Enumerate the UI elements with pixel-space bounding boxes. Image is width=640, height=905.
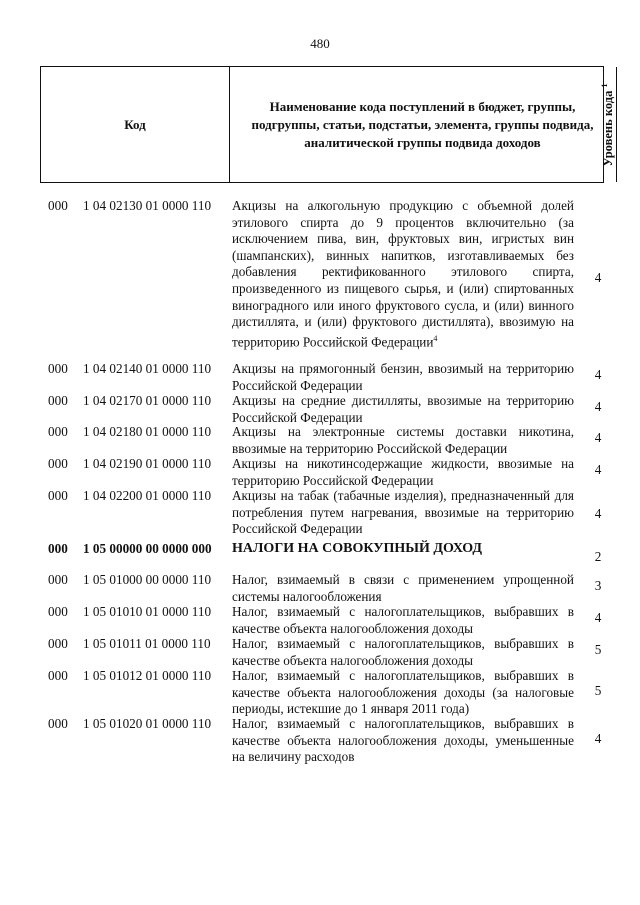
row-level: 4: [594, 610, 602, 625]
row-level: 4: [594, 367, 602, 382]
row-name: Акцизы на никотинсодержащие жидкости, ввозимые на территорию Российской Федерации: [232, 456, 574, 488]
row-level: 4: [594, 399, 602, 414]
row-code: 1 05 01011 01 0000 110: [83, 636, 211, 651]
row-code: 1 04 02130 01 0000 110: [83, 198, 212, 213]
row-admin: 000: [48, 456, 68, 471]
row-name: Налог, взимаемый с налогоплательщиков, выбравших в качестве объекта налогообложения доходы: [232, 636, 574, 668]
row-code: 1 04 02200 01 0000 110: [83, 488, 212, 503]
row-level: 4: [594, 462, 602, 477]
header-code: Код: [41, 67, 230, 182]
row-name: Акцизы на средние дистилляты, ввозимые на территорию Российской Федерации: [232, 393, 574, 425]
row-admin: 000: [48, 361, 68, 376]
row-admin: 000: [48, 604, 68, 619]
row-admin: 000: [48, 488, 68, 503]
header-level-label: Уровень кода: [600, 90, 615, 166]
row-code: 1 04 02170 01 0000 110: [83, 393, 212, 408]
row-code: 1 05 01010 01 0000 110: [83, 604, 212, 619]
row-name: Акцизы на табак (табачные изделия), предназначенный для потребления путем нагревания, ввозимые на территорию Российской Федерации: [232, 488, 574, 537]
table-header: [40, 66, 615, 183]
row-code: 1 05 01012 01 0000 110: [83, 668, 212, 683]
row-code: 1 05 00000 00 0000 000: [83, 541, 212, 556]
row-code: 1 05 01000 00 0000 110: [83, 572, 212, 587]
row-name: Акцизы на алкогольную продукцию с объемной долей этилового спирта до 9 процентов включительно (за исключением пива, вин, фруктовых вин, игристых вин (шампанских), винных напитков, изготавливаемых без добавления ректификованного этилового спирта, произведенного из пищевого сырья, и (или) спиртованных виноградного или иного фруктового сусла, и (или) винного дистиллята, и (или) фруктового дистиллята), ввозимую на территорию Российской Федерации$^4$: [232, 198, 574, 350]
header-level: [594, 67, 621, 182]
row-level: 5: [594, 642, 602, 657]
row-code: 1 05 01020 01 0000 110: [83, 716, 212, 731]
row-admin: 000: [48, 572, 68, 587]
row-level: 4: [594, 731, 602, 746]
row-level: 5: [594, 683, 602, 698]
row-code: 1 04 02190 01 0000 110: [83, 456, 212, 471]
row-level: 4: [594, 270, 602, 285]
row-footnote: 4: [433, 333, 438, 343]
row-admin: 000: [48, 636, 68, 651]
page-number: 480: [310, 36, 330, 51]
row-level: 4: [594, 506, 602, 521]
row-admin: 000: [48, 541, 68, 556]
row-code: 1 04 02140 01 0000 110: [83, 361, 212, 376]
row-admin: 000: [48, 393, 68, 408]
row-code: 1 04 02180 01 0000 110: [83, 424, 212, 439]
row-name: Налог, взимаемый с налогоплательщиков, выбравших в качестве объекта налогообложения доходы (за налоговые периоды, истекшие до 1 января 2011 года): [232, 668, 574, 717]
row-level: 3: [594, 578, 602, 593]
row-name: НАЛОГИ НА СОВОКУПНЫЙ ДОХОД: [232, 541, 483, 556]
row-level: 2: [594, 549, 602, 564]
header-level-footnote: 1: [599, 83, 609, 88]
row-admin: 000: [48, 716, 68, 731]
row-name: Налог, взимаемый в связи с применением упрощенной системы налогообложения: [232, 572, 574, 604]
row-name: Налог, взимаемый с налогоплательщиков, выбравших в качестве объекта налогообложения доходы: [232, 604, 574, 636]
row-admin: 000: [48, 198, 68, 213]
header-name: Наименование кода поступлений в бюджет, группы, подгруппы, статьи, подстатьи, элемента, группы подвида, аналитической группы подвида доходов: [229, 67, 617, 182]
row-name: Акцизы на прямогонный бензин, ввозимый на территорию Российской Федерации: [232, 361, 574, 393]
row-level: 4: [594, 430, 602, 445]
row-name: Акцизы на электронные системы доставки никотина, ввозимые на территорию Российской Федерации: [232, 424, 574, 456]
row-admin: 000: [48, 424, 68, 439]
row-admin: 000: [48, 668, 68, 683]
row-name: Налог, взимаемый с налогоплательщиков, выбравших в качестве объекта налогообложения доходы, уменьшенные на величину расходов: [232, 716, 574, 765]
